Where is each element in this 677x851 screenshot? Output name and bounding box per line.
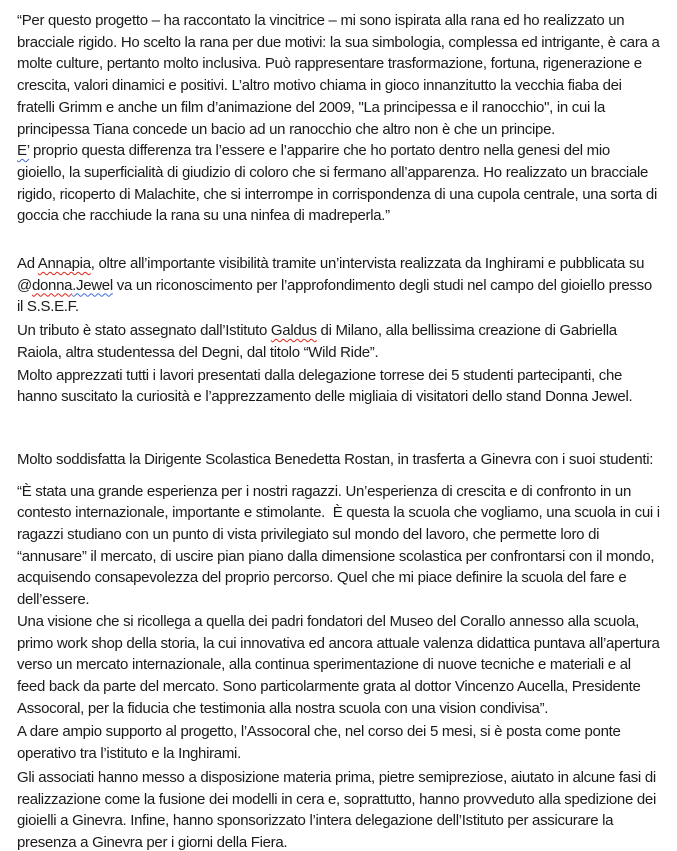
text-run: va un riconoscimento per l’approfondimento degli studi nel campo del gioiello presso il S.S.E.F.	[17, 276, 656, 316]
paragraph[interactable]	[17, 365, 661, 408]
paragraph[interactable]	[17, 721, 661, 764]
paragraph[interactable]	[17, 10, 664, 140]
text-run: “È stata una grande esperienza per i nostri ragazzi. Un’esperienza di crescita e di confronto in un contesto internazionale, importante e stimolante. È questa la scuola che vogliamo, una scuola in cui i ragazzi studiano con un punto di vista privilegiato sul mondo del lavoro, che permette loro di “annusare” il mercato, di uscire pian piano dalla dimensione scolastica per confrontarsi con il mondo, acquisendo consapevolezza del proprio percorso. Quel che mi piace definire la scuola del fare e dell’essere.	[17, 482, 664, 609]
text-run: proprio questa differenza tra l’essere e l’apparire che ho portato dentro nella genesi del mio gioiello, la superficialità di giudizio di coloro che si fermano all’apparenza. Ho realizzato un bracciale rigido, ricoperto di Malachite, che si interrompe in corrispondenza di una cupola centrale, una sorta di goccia che racchiude la rana su una ninfea di madreperla.”	[17, 142, 661, 225]
misspelled-word[interactable]: donna	[31, 276, 73, 294]
paragraph[interactable]	[17, 611, 664, 720]
grammar-flagged-word[interactable]: E’	[17, 142, 30, 160]
paragraph[interactable]	[17, 481, 664, 611]
text-run: Un tributo è stato assegnato dall’Istituto	[17, 322, 271, 340]
text-run: , oltre all’importante visibilità tramite un’intervista realizzata da Inghirami e pubblicata su @	[17, 255, 649, 294]
paragraph[interactable]	[17, 253, 661, 318]
text-run: Gli associati hanno messo a disposizione materia prima, pietre semipreziose, aiutato in alcune fasi di realizzazione come la fusione dei modelli in cera e, soprattutto, hanno provveduto alla spedizione dei gioielli a Ginevra. Infine, hanno sponsorizzato l’intera delegazione dell’Istituto per assicurare la presenza a Ginevra per i giorni della Fiera.	[17, 768, 660, 851]
text-run: di Milano, alla bellissima creazione di Gabriella Raiola, altra studentessa del Degni, dal titolo “Wild Ride”.	[17, 322, 621, 361]
text-run: Molto soddisfatta la Dirigente Scolastica Benedetta Rostan, in trasferta a Ginevra con i suoi studenti:	[17, 450, 654, 468]
text-run: Ad	[17, 255, 38, 273]
paragraph[interactable]	[17, 140, 661, 227]
text-run: Molto apprezzati tutti i lavori presentati dalla delegazione torrese dei 5 studenti partecipanti, che hanno suscitato la curiosità e l’apprezzamento delle migliaia di visitatori dello stand Donna Jewel.	[17, 366, 633, 406]
paragraph[interactable]	[17, 767, 661, 851]
paragraph[interactable]	[17, 449, 661, 471]
text-run: “Per questo progetto – ha raccontato la vincitrice – mi sono ispirata alla rana ed ho realizzato un bracciale rigido. Ho scelto la rana per due motivi: la sua simbologia, complessa ed intrigante, è cara a molte culture, pertanto molto inclusiva. Può rappresentare trasformazione, fortuna, rigenerazione e crescita, valori dinamici e positivi. L’altro motivo chiama in gioco innanzitutto la vecchia fiaba dei fratelli Grimm e anche un film d’animazione del 2009, "La principessa e il ranocchio", in cui la principessa Tiana concede un bacio ad un ranocchio che altro non è che un principe.	[17, 12, 664, 138]
grammar-flagged-word[interactable]: .Jewel	[72, 276, 113, 294]
text-run: A dare ampio supporto al progetto, l’Assocoral che, nel corso dei 5 mesi, si è posta come ponte operativo tra l’istituto e la Inghirami.	[17, 723, 625, 763]
text-run: Una visione che si ricollega a quella dei padri fondatori del Museo del Corallo annesso alla scuola, primo work shop della storia, la cui innovativa ed ancora attuale valenza didattica puntava all’apertura verso un mercato internazionale, alla continua sperimentazione di nuove tecniche e materiali e al feed back da parte del mercato. Sono particolarmente grata al dottor Vincenzo Aucella, Presidente Assocoral, per la fiducia che testimonia alla nostra scuola con una vision condivisa”.	[17, 612, 664, 717]
paragraph[interactable]	[17, 320, 661, 363]
misspelled-word[interactable]: Annapia	[37, 255, 91, 273]
misspelled-word[interactable]: Galdus	[270, 322, 317, 340]
